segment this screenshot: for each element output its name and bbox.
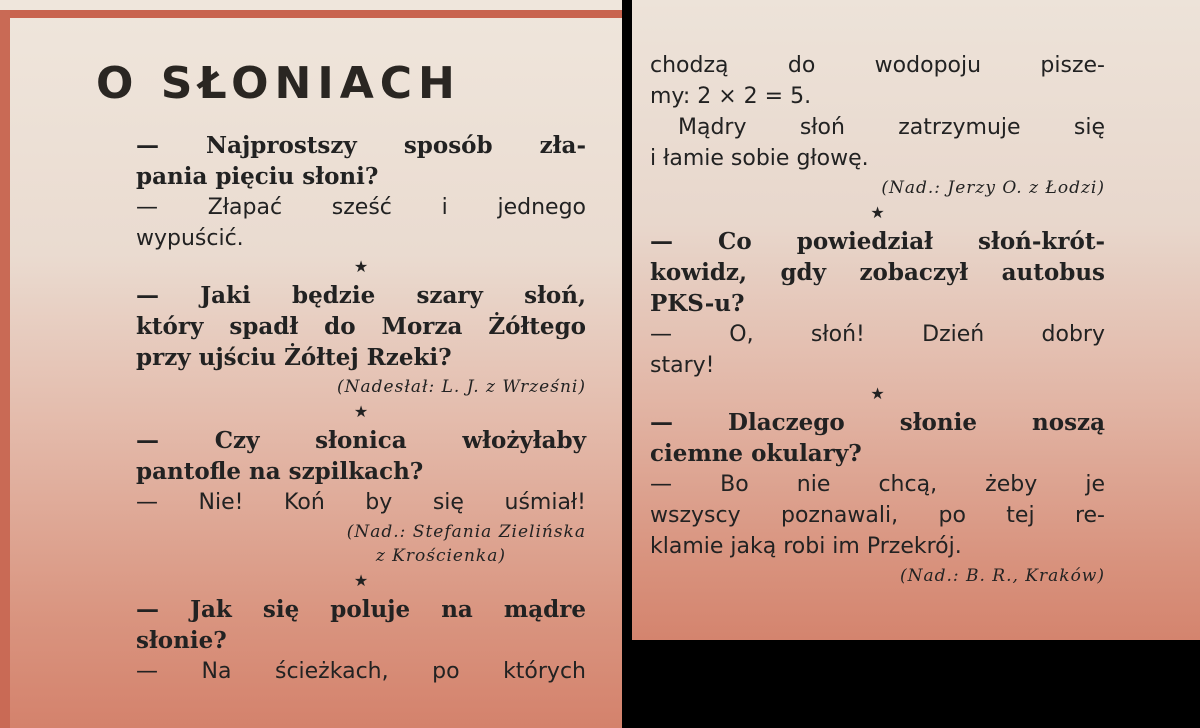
joke-1-question-line: — Najprostszy sposób zła-: [136, 132, 586, 159]
joke-2-question-line: — Jaki będzie szary słoń,: [136, 282, 586, 309]
star-separator: ★: [353, 402, 369, 421]
joke-5-question-line: PKS-u?: [650, 290, 745, 317]
red-border-left: [0, 10, 10, 728]
right-column: [650, 50, 1105, 588]
left-column: [136, 130, 586, 687]
joke-6-question-line: — Dlaczego słonie noszą: [650, 409, 1105, 436]
joke-2-byline: (Nadesłał: L. J. z Wrześni): [337, 377, 586, 397]
joke-6-answer-line: — Bo nie chcą, żeby je: [650, 472, 1105, 497]
joke-1-answer-line: wypuścić.: [136, 226, 244, 251]
joke-5-answer-line: — O, słoń! Dzień dobry: [650, 322, 1105, 347]
joke-3-answer-line: — Nie! Koń by się uśmiał!: [136, 490, 586, 515]
joke-2-question-line: przy ujściu Żółtej Rzeki?: [136, 344, 452, 371]
star-separator: ★: [353, 257, 369, 276]
joke-6-byline: (Nad.: B. R., Kraków): [899, 566, 1105, 586]
joke-4-answer-line: my: 2 × 2 = 5.: [650, 84, 812, 109]
clipping-right: [632, 0, 1200, 640]
joke-5-question-line: — Co powiedział słoń-krót-: [650, 228, 1105, 255]
joke-4-answer-line: — Na ścieżkach, po których: [136, 659, 586, 684]
joke-3-question-line: — Czy słonica włożyłaby: [136, 427, 586, 454]
star-separator: ★: [870, 203, 885, 222]
joke-4-byline: (Nad.: Jerzy O. z Łodzi): [881, 178, 1105, 198]
joke-2-question-line: który spadł do Morza Żółtego: [136, 313, 586, 340]
joke-1-answer-line: — Złapać sześć i jednego: [136, 195, 586, 220]
joke-4-question-line: — Jak się poluje na mądre: [136, 596, 586, 623]
joke-4-answer-line: Mądry słoń zatrzymuje się: [678, 115, 1105, 140]
joke-6-question-line: ciemne okulary?: [650, 440, 862, 467]
joke-6-answer-line: wszyscy poznawali, po tej re-: [650, 503, 1105, 528]
joke-3-byline: (Nad.: Stefania Zielińska: [346, 522, 586, 542]
red-border-top: [0, 10, 622, 18]
star-separator: ★: [870, 384, 885, 403]
joke-6-answer-line: klamie jaką robi im Przekrój.: [650, 534, 962, 559]
joke-4-question-line: słonie?: [136, 627, 227, 654]
joke-5-answer-line: stary!: [650, 353, 715, 378]
joke-1-question-line: pania pięciu słoni?: [136, 163, 379, 190]
joke-3-byline: z Krościenka): [375, 546, 506, 566]
joke-4-answer-line: i łamie sobie głowę.: [650, 146, 869, 171]
joke-3-question-line: pantofle na szpilkach?: [136, 458, 424, 485]
joke-4-answer-line: chodzą do wodopoju pisze-: [650, 53, 1105, 78]
joke-5-question-line: kowidz, gdy zobaczył autobus: [650, 259, 1105, 286]
article-title: O SŁONIACH: [96, 58, 461, 109]
star-separator: ★: [353, 571, 369, 590]
